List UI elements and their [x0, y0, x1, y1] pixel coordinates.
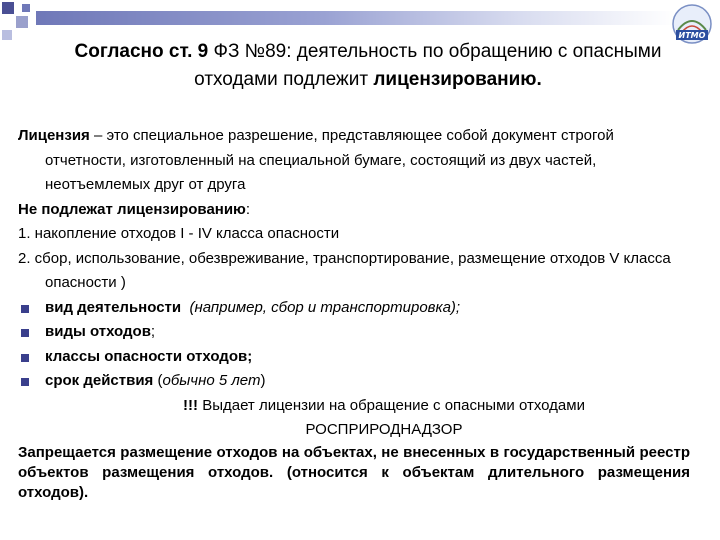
list-item-text: 1. накопление отходов I - IV класса опасности	[18, 225, 340, 242]
slide-title	[40, 38, 696, 94]
authority-name: РОСПРИРОДНАДЗОР	[305, 421, 463, 438]
prohibition-text: Запрещается размещение отходов на объектах, не внесенных в государственный реестр объектов размещения отходов. (относится к объектам длительного размещения отходов).	[18, 443, 690, 501]
bullet-item	[18, 369, 690, 394]
bullet-item	[18, 345, 690, 370]
deco-square	[16, 16, 28, 28]
list-item-text: 2. сбор, использование, обезвреживание, транспортирование, размещение отходов V класса опасности )	[18, 249, 671, 291]
list-item	[18, 222, 690, 247]
bullet-icon	[21, 329, 29, 337]
issuer-line	[18, 394, 690, 419]
prohibition-paragraph	[18, 443, 690, 503]
svg-text:ИТМО: ИТМО	[678, 31, 706, 40]
header-bar	[36, 11, 676, 25]
bullet-icon	[21, 305, 29, 313]
bullet-normal: (	[153, 372, 163, 389]
definition-text: – это специальное разрешение, представляющее собой документ строгой отчетности, изготовленный на специальной бумаге, состоящий из двух частей, неотъемлемых друг от друга	[45, 127, 614, 193]
bullet-item	[18, 296, 690, 321]
issuer-authority	[18, 418, 690, 443]
definition-term: Лицензия	[18, 127, 90, 144]
not-licensed-heading	[18, 198, 690, 223]
title-emphasis: лицензированию.	[373, 69, 542, 90]
bullet-normal: ;	[150, 323, 156, 340]
bullet-icon	[21, 354, 29, 362]
bullet-item	[18, 320, 690, 345]
issuer-text: Выдает лицензии на обращение с опасными отходами	[198, 396, 585, 414]
bullet-bold: срок действия	[45, 372, 154, 389]
title-article: ст. 9	[168, 41, 209, 62]
deco-square	[2, 2, 14, 14]
bullet-italic: (например, сбор и транспортировка);	[189, 298, 461, 316]
bullet-bold: виды отходов	[45, 323, 151, 340]
title-text: ФЗ №89: деятельность по обращению с опасными отходами подлежит	[194, 41, 662, 90]
colon: :	[245, 200, 251, 218]
bullet-tail: )	[260, 372, 266, 389]
bullet-bold: классы опасности отходов;	[45, 347, 253, 365]
bullet-icon	[21, 378, 29, 386]
list-item	[18, 247, 690, 296]
deco-square	[2, 30, 12, 40]
title-text: Согласно	[74, 41, 169, 62]
bullet-bold: вид деятельности	[45, 298, 182, 316]
not-licensed-label: Не подлежат лицензированию	[18, 200, 246, 218]
license-definition	[18, 124, 690, 198]
bullet-italic: обычно 5 лет	[162, 372, 261, 389]
slide-body	[18, 124, 690, 503]
exclamation-marks: !!!	[183, 396, 199, 414]
deco-square	[22, 4, 30, 12]
